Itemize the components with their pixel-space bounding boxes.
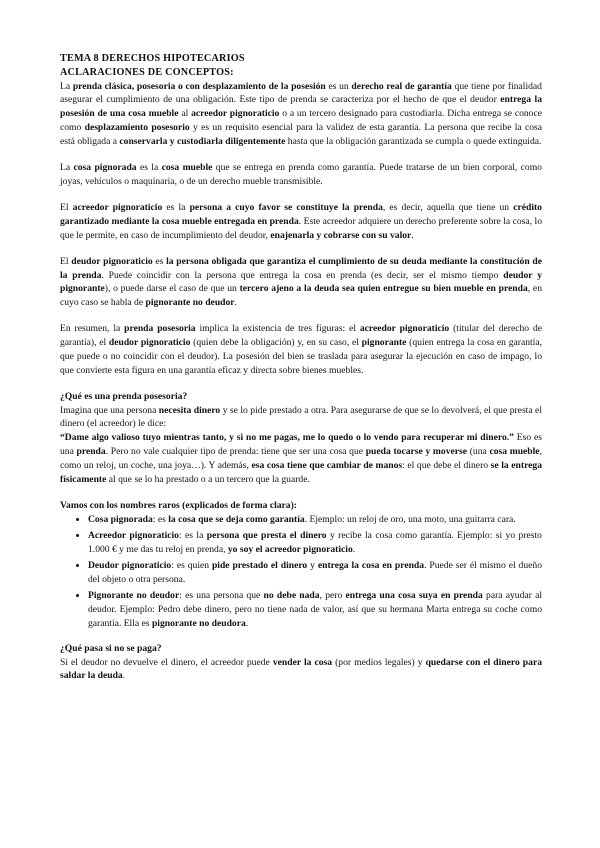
term-item-deudor: • Deudor pignoraticio: es quien pide prestado el dinero y entrega la cosa en prenda. Puede ser él mismo el dueño del objeto o otra persona. <box>88 559 542 587</box>
section-subtitle: ACLARACIONES DE CONCEPTOS: <box>60 66 234 78</box>
bold-term: cosa mueble <box>161 161 213 173</box>
bold-term: enajenarla y cobrarse con su valor <box>270 229 412 241</box>
paragraph-impago: Si el deudor no devuelve el dinero, el acreedor puede vender la cosa (por medios legales) y quedarse con el dinero para saldar la deuda. <box>60 656 542 682</box>
bold-term: crédito garantizado mediante la cosa mueble entregada en prenda <box>60 201 542 227</box>
bold-term: acreedor pignoraticio <box>72 201 163 213</box>
bold-term: entrega una cosa suya en prenda <box>345 590 483 602</box>
bold-term: no debe nada <box>263 590 320 602</box>
bold-term: conservarla y custodiarla diligentemente <box>119 135 286 147</box>
bold-term: deudor pignoraticio <box>71 255 153 267</box>
bold-term: se la entrega físicamente <box>60 459 543 485</box>
bold-term: la cosa que se deja como garantía <box>168 513 305 525</box>
paragraph-explicacion-prenda: Imagina que una persona necesita dinero y se lo pide prestado a otra. Para asegurarse de que se lo devolverá, el que presta el dinero (el acreedor) le dice: “Dame algo valioso tuyo mientras tanto, y si no me pagas, me lo quedo o lo vendo para recuperar mi dinero.” Eso es una prenda. Pero no vale cualquier tipo de prenda: tiene que ser una cosa que pueda tocarse y moverse (una cosa mueble, como un reloj, un coche, una joya…). Y además, esa cosa tiene que cambiar de manos: el que debe el dinero se la entrega físicamente al que se lo ha prestado o a un tercero que la guarde. <box>60 404 543 485</box>
document-page <box>60 52 542 683</box>
bold-term: yo soy el acreedor pignoraticio <box>227 543 353 555</box>
bold-term: quedarse con el dinero para saldar la deuda <box>60 656 542 682</box>
bold-term: la persona obligada que garantiza el cumplimiento de su deuda mediante la constitución de la prenda <box>60 255 542 281</box>
bold-term: pueda tocarse y moverse <box>365 446 468 458</box>
bold-term: Acreedor pignoraticio <box>88 530 179 542</box>
bold-term: prenda posesoria <box>124 323 196 335</box>
bold-term: pignorante <box>361 337 407 349</box>
bold-term: vender la cosa <box>272 656 333 668</box>
bold-term: Pignorante no deudor <box>88 590 180 602</box>
bold-term: pignorante no deudora <box>151 618 246 630</box>
bold-term: acreedor pignoraticio <box>191 108 280 120</box>
term-item-acreedor: • Acreedor pignoraticio: es la persona que presta el dinero y recibe la cosa como garantía. Ejemplo: si yo presto 1.000 € y me das tu reloj en prenda, yo soy el acreedor pignoraticio. <box>88 529 542 557</box>
heading-nombres-raros: Vamos con los nombres raros (explicados de forma clara): <box>60 499 297 511</box>
heading-que-pasa: ¿Qué pasa si no se paga? <box>60 642 162 654</box>
bold-term: Deudor pignoraticio <box>88 560 172 572</box>
term-item-pignorante-no-deudor: • Pignorante no deudor: es una persona que no debe nada, pero entrega una cosa suya en prenda para ayudar al deudor. Ejemplo: Pedro debe dinero, pero no tiene nada de valor, así que su hermana Marta entrega su coche como garantía. Ella es pignorante no deudora. <box>88 589 542 630</box>
bold-term: prenda <box>76 446 106 458</box>
bold-term: persona que presta el dinero <box>206 530 327 542</box>
document-title: TEMA 8 DERECHOS HIPOTECARIOS <box>60 53 245 64</box>
bold-term: acreedor pignoraticio <box>359 323 450 335</box>
paragraph-acreedor-pignoraticio: El acreedor pignoraticio es la persona a cuyo favor se constituye la prenda, es decir, aquella que tiene un crédito garantizado mediante la cosa mueble entregada en prenda. Este acreedor adquiere un derecho preferente sobre la cosa, lo que le permite, en caso de incumplimiento del deudor, enajenarla y cobrarse con su valor. <box>60 201 542 241</box>
terms-list <box>60 513 542 631</box>
paragraph-deudor-pignoraticio: El deudor pignoraticio es la persona obligada que garantiza el cumplimiento de su deuda mediante la constitución de la prenda. Puede coincidir con la persona que entrega la cosa en prenda (es decir, ser el mismo tiempo deudor y pignorante), o puede darse el caso de que un tercero ajeno a la deuda sea quien entregue su bien mueble en prenda, en cuyo caso se habla de pignorante no deudor. <box>60 255 542 309</box>
paragraph-cosa-pignorada: La cosa pignorada es la cosa mueble que se entrega en prenda como garantía. Puede tratarse de un bien corporal, como joyas, vehículos o maquinaria, o de un derecho mueble transmisible. <box>60 161 542 187</box>
term-item-cosa-pignorada: • Cosa pignorada: es la cosa que se deja como garantía. Ejemplo: un reloj de oro, una moto, una guitarra cara. <box>88 513 542 527</box>
bold-term: pide prestado el dinero <box>211 560 308 572</box>
paragraph-prenda-clasica: La prenda clásica, posesoria o con desplazamiento de la posesión es un derecho real de garantía que tiene por finalidad asegurar el cumplimiento de una obligación. Este tipo de prenda se caracteriza por el hecho de que el deudor entrega la posesión de una cosa mueble al acreedor pignoraticio o a un tercero designado para custodiarla. Dicha entrega se conoce como desplazamiento posesorio y es un requisito esencial para la validez de esta garantía. La persona que recibe la cosa está obligada a conservarla y custodiarla diligentemente hasta que la obligación garantizada se cumpla o quede extinguida. <box>60 80 542 147</box>
paragraph-resumen: En resumen, la prenda posesoria implica la existencia de tres figuras: el acreedor pignoraticio (titular del derecho de garantía), el deudor pignoraticio (quien debe la obligación) y, en su caso, el pignorante (quien entrega la cosa en garantía, que puede o no coincidir con el deudor). La posesión del bien se traslada para asegurar la ejecución en caso de impago, lo que convierte esta figura en una garantía eficaz y directa sobre bienes muebles. <box>60 323 542 376</box>
heading-que-es-prenda: ¿Qué es una prenda posesoria? <box>60 390 188 402</box>
bold-term: cosa pignorada <box>73 161 137 173</box>
bold-term: pignorante no deudor <box>145 297 235 309</box>
bold-term: persona a cuyo favor se constituye la prenda <box>189 201 383 213</box>
bold-term: cosa mueble <box>489 446 540 458</box>
bold-term: desplazamiento posesorio <box>84 121 190 133</box>
bold-term: “Dame algo valioso tuyo mientras tanto, y si no me pagas, me lo quedo o lo vendo para recuperar mi dinero.” <box>60 432 514 444</box>
bold-term: deudor y pignorante <box>60 269 542 295</box>
bold-term: deudor pignoraticio <box>108 337 191 349</box>
bold-term: prenda clásica, posesoria o con desplazamiento de la posesión <box>72 80 326 92</box>
bold-term: derecho real de garantía <box>351 80 452 92</box>
bold-term: esa cosa tiene que cambiar de manos <box>251 459 403 471</box>
bold-term: tercero ajeno a la deuda sea quien entregue su bien mueble en prenda <box>239 283 528 295</box>
bold-term: entrega la cosa en prenda <box>317 560 425 572</box>
bold-term: entrega la posesión de una cosa mueble <box>60 94 542 120</box>
bold-term: Cosa pignorada <box>88 513 153 525</box>
bold-term: necesita dinero <box>158 404 221 416</box>
